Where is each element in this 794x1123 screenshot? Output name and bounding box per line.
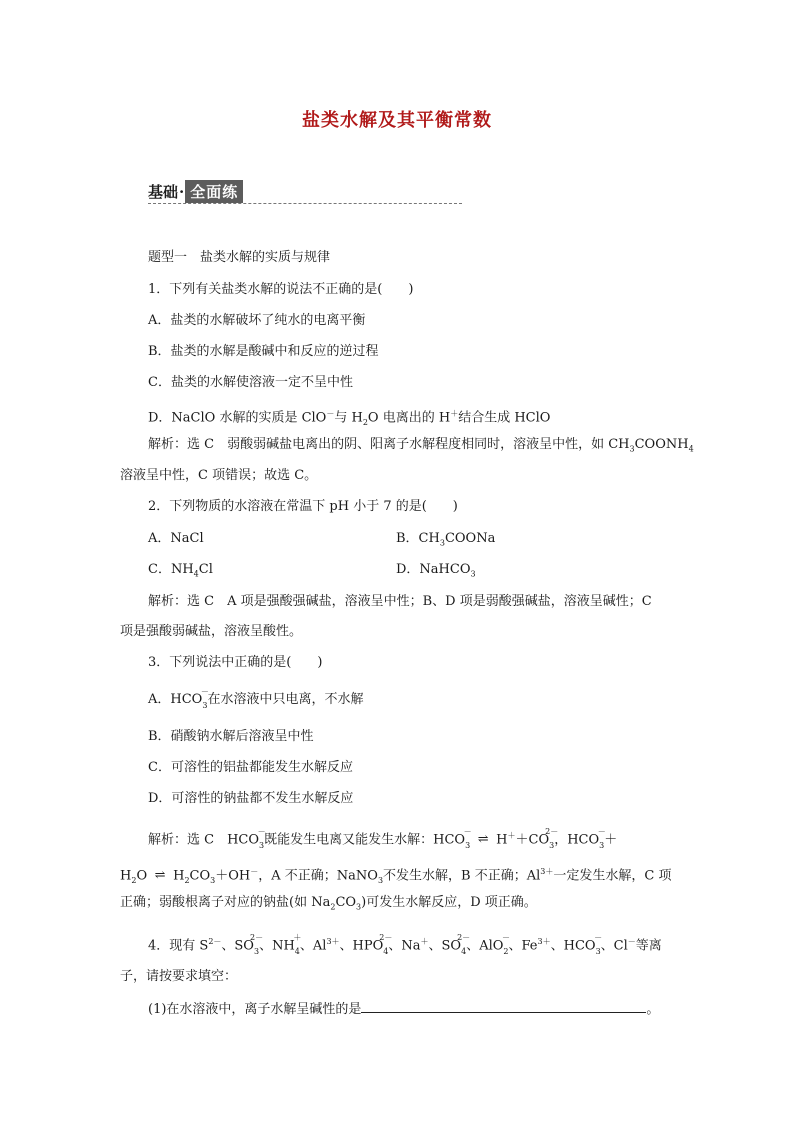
- answer-blank[interactable]: [361, 999, 646, 1013]
- q3-answer-line1: 解析：选 C HCO － $_3$既能发生电离又能发生水解：HCO － $_3$ ⇌ H＋＋CO 2－ $_3$，HCO － $_3$＋: [148, 827, 618, 851]
- q1-option-b: B．盐类的水解是酸碱中和反应的逆过程: [148, 344, 379, 359]
- q3-option-d: D．可溶性的钠盐都不发生水解反应: [148, 791, 354, 806]
- q2-answer-line1: 解析：选 C A 项是强酸强碱盐，溶液呈中性；B、D 项是弱酸强碱盐，溶液呈碱性；C: [148, 594, 652, 609]
- equilibrium-arrow-icon: ⇌: [154, 868, 166, 884]
- q3-answer-line2: $H_2O$ ⇌ $H_2CO_3+OH^-$，A 不正确；NaNO$_3$不发生水解，B 不正确；$Al^{3+}$一定发生水解，C 项: [120, 867, 672, 885]
- q1-answer-line1: 解析：选 C 弱酸弱碱盐电离出的阴、阳离子水解程度相同时，溶液呈中性，如 $CH_3COONH_4$: [148, 437, 694, 454]
- q3-answer-line3: 正确；弱酸根离子对应的钠盐(如 $Na_2CO_3$)可发生水解反应，D 项正确。: [120, 895, 537, 912]
- q4-stem: 4．现有 $S^{2-}$、SO 2－ $_3$、NH ＋ $_4$、$Al^{3+}$、HPO 2－ $_4$、Na＋、SO 2－ $_4$、AlO － $_2$、$Fe^{3+}$、HCO － $_3$、Cl－等离: [148, 933, 662, 957]
- q2-option-a: A．NaCl: [148, 531, 204, 546]
- equilibrium-arrow-icon: ⇌: [477, 832, 489, 848]
- section-label: 基础: [148, 183, 179, 201]
- q1-answer-line2: 溶液呈中性，C 项错误；故选 C。: [120, 468, 318, 483]
- q3-option-a: A．HCO － $_3$在水溶液中只电离，不水解: [148, 687, 364, 710]
- section-divider: [148, 203, 462, 204]
- q2-stem: 2．下列物质的水溶液在常温下 pH 小于 7 的是( ): [148, 499, 458, 514]
- q2-option-d: D．NaHCO$_3$: [396, 562, 476, 579]
- q2-answer-line2: 项是强酸弱碱盐，溶液呈酸性。: [120, 624, 303, 639]
- topic-heading: 题型一 盐类水解的实质与规律: [148, 250, 331, 265]
- q3-option-b: B．硝酸钠水解后溶液呈中性: [148, 729, 314, 744]
- q3-option-c: C．可溶性的铝盐都能发生水解反应: [148, 760, 353, 775]
- q3-stem: 3．下列说法中正确的是( ): [148, 655, 323, 670]
- q4-part1: (1)在水溶液中，离子水解呈碱性的是 。: [148, 999, 659, 1019]
- q1-option-a: A．盐类的水解破坏了纯水的电离平衡: [148, 313, 366, 328]
- q1-stem: 1．下列有关盐类水解的说法不正确的是( ): [148, 282, 414, 297]
- section-dot: ·: [179, 182, 185, 201]
- section-tag: 全面练: [185, 180, 243, 203]
- page-title: 盐类水解及其平衡常数: [302, 110, 492, 131]
- q2-option-b: B．$CH_3COONa$: [396, 531, 496, 548]
- section-header: [148, 180, 243, 203]
- q1-option-c: C．盐类的水解使溶液一定不呈中性: [148, 375, 353, 390]
- q2-option-c: C．$NH_4Cl$: [148, 562, 213, 579]
- q1-option-d: D．NaClO 水解的实质是 ClO－与 $H_2O$ 电离出的 H＋结合生成 HClO: [148, 409, 551, 427]
- q4-line2: 子，请按要求填空：: [120, 969, 238, 984]
